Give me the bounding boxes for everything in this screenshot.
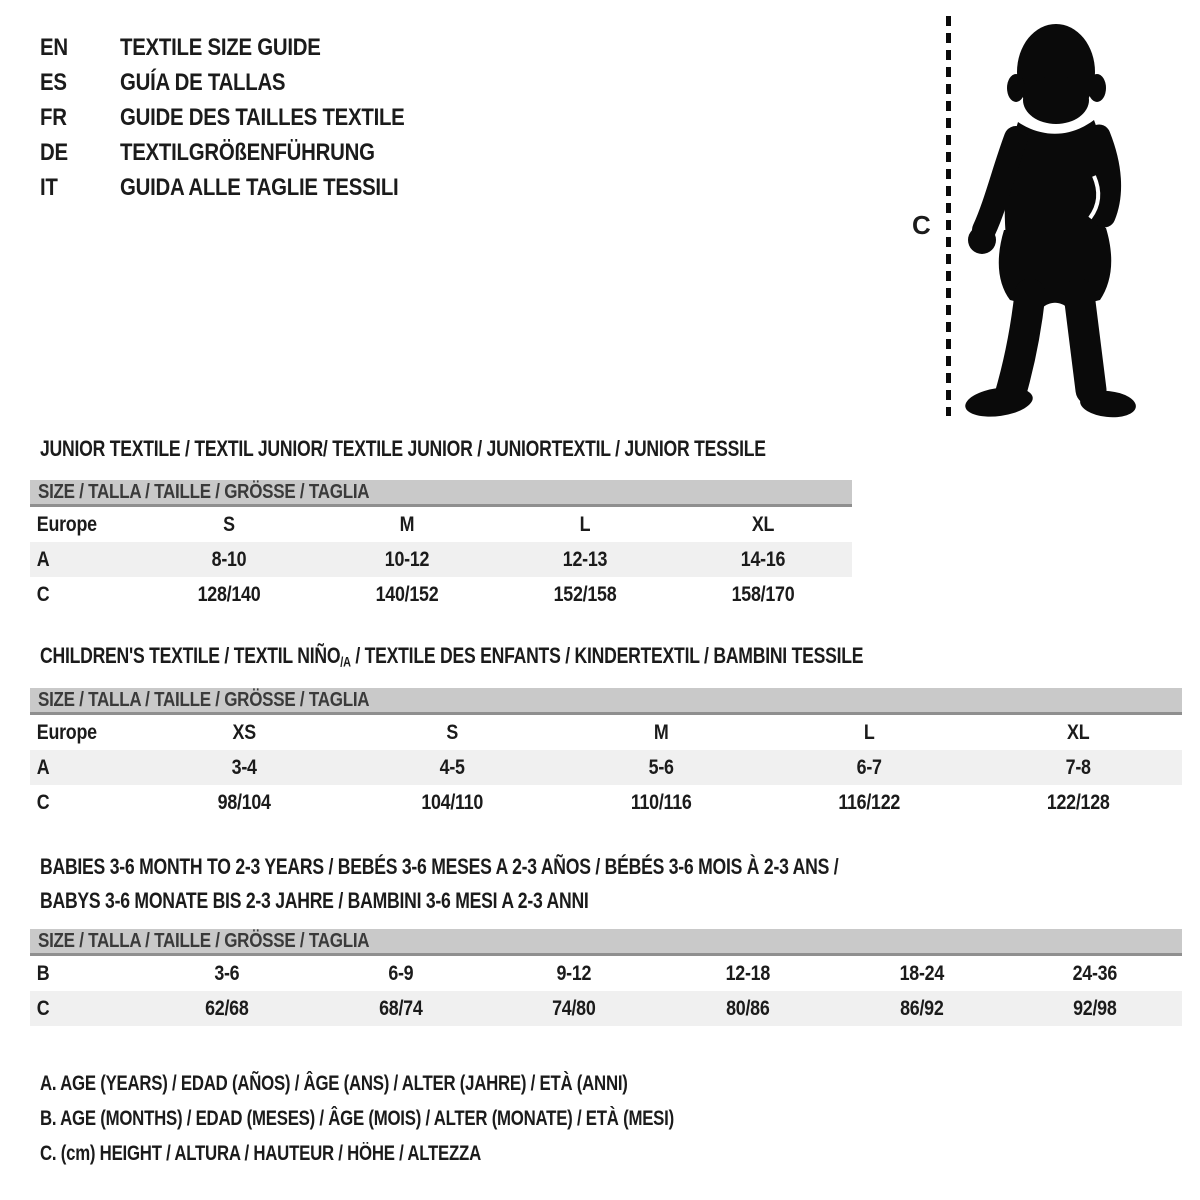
table-row	[30, 715, 1182, 750]
size-cell: M	[399, 512, 415, 536]
table-header-bar	[30, 929, 1182, 956]
size-cell: 12-13	[562, 547, 608, 571]
children-size-table	[30, 688, 1182, 820]
guide-title-de: TEXTILGRÖßENFÜHRUNG	[120, 138, 375, 166]
size-cell: 14-16	[740, 547, 786, 571]
children-title-subscript: /A	[340, 654, 351, 670]
size-cell: 158/170	[731, 582, 795, 606]
row-label: Europe	[36, 720, 97, 744]
guide-title-it: GUIDA ALLE TAGLIE TESSILI	[120, 173, 399, 201]
size-cell: XS	[232, 720, 256, 744]
size-cell: 98/104	[217, 790, 271, 814]
size-cell: 68/74	[378, 996, 423, 1020]
size-cell: 6-7	[856, 755, 882, 779]
size-cell: M	[653, 720, 669, 744]
size-cell: 8-10	[211, 547, 247, 571]
size-cell: 86/92	[899, 996, 944, 1020]
size-cell: 6-9	[387, 961, 414, 985]
language-row	[40, 30, 455, 65]
size-cell: 5-6	[648, 755, 674, 779]
children-section-title	[40, 639, 863, 679]
language-code: ES	[40, 68, 67, 96]
row-label: C	[36, 996, 50, 1020]
language-row	[40, 100, 455, 135]
size-cell: 9-12	[556, 961, 592, 985]
table-row	[30, 750, 1182, 785]
size-cell: 10-12	[384, 547, 430, 571]
table-rows	[30, 507, 852, 612]
children-title-text: / TEXTILE DES ENFANTS / KINDERTEXTIL / BAMBINI TESSILE	[350, 643, 864, 668]
table-rows	[30, 715, 1182, 820]
size-cell: XL	[1066, 720, 1089, 744]
size-cell: 62/68	[205, 996, 249, 1020]
size-cell: 3-6	[214, 961, 240, 985]
size-cell: XL	[751, 512, 775, 536]
language-code: DE	[40, 138, 68, 166]
language-row	[40, 170, 455, 205]
toddler-silhouette-image	[958, 14, 1153, 420]
table-header-label: SIZE / TALLA / TAILLE / GRÖSSE / TAGLIA	[38, 929, 370, 952]
table-row	[30, 991, 1182, 1026]
children-title-text: CHILDREN'S TEXTILE / TEXTIL NIÑO	[40, 643, 341, 668]
language-code: FR	[40, 103, 67, 131]
babies-section-title	[40, 850, 838, 918]
table-rows	[30, 956, 1182, 1026]
size-cell: 18-24	[899, 961, 944, 985]
table-header-label: SIZE / TALLA / TAILLE / GRÖSSE / TAGLIA	[38, 480, 370, 503]
size-cell: 122/128	[1046, 790, 1110, 814]
size-cell: 7-8	[1065, 755, 1091, 779]
row-label: Europe	[36, 512, 97, 536]
size-cell: 128/140	[197, 582, 261, 606]
size-cell: 116/122	[838, 790, 901, 814]
legend-line-a: A. AGE (YEARS) / EDAD (AÑOS) / ÂGE (ANS) / ALTER (JAHRE) / ETÀ (ANNI)	[40, 1072, 628, 1095]
guide-title-es: GUÍA DE TALLAS	[120, 68, 286, 96]
row-label: A	[36, 755, 50, 779]
size-cell: 4-5	[440, 755, 466, 779]
language-code: IT	[40, 173, 58, 201]
size-cell: 152/158	[553, 582, 617, 606]
row-label: B	[36, 961, 50, 985]
babies-size-table	[30, 929, 1182, 1026]
language-title-list	[40, 30, 455, 205]
size-cell: 24-36	[1072, 961, 1118, 985]
size-cell: 92/98	[1073, 996, 1117, 1020]
size-cell: S	[223, 512, 235, 536]
size-cell: L	[579, 512, 591, 536]
height-measure-dashed-line	[946, 16, 951, 416]
size-cell: S	[446, 720, 459, 744]
row-label: A	[36, 547, 50, 571]
row-label: C	[36, 790, 50, 814]
language-row	[40, 65, 455, 100]
table-row	[30, 785, 1182, 820]
table-header-bar	[30, 480, 852, 507]
babies-title-line-2: BABYS 3-6 MONATE BIS 2-3 JAHRE / BAMBINI 3-6 MESI A 2-3 ANNI	[40, 888, 589, 913]
legend-line-b: B. AGE (MONTHS) / EDAD (MESES) / ÂGE (MOIS) / ALTER (MONATE) / ETÀ (MESI)	[40, 1107, 674, 1130]
junior-size-table	[30, 480, 852, 612]
table-row	[30, 956, 1182, 991]
table-row	[30, 507, 852, 542]
guide-title-en: TEXTILE SIZE GUIDE	[120, 33, 321, 61]
table-header-label: SIZE / TALLA / TAILLE / GRÖSSE / TAGLIA	[38, 688, 370, 711]
size-cell: L	[864, 720, 875, 744]
size-cell: 110/116	[630, 790, 692, 814]
legend-line-c: C. (cm) HEIGHT / ALTURA / HAUTEUR / HÖHE / ALTEZZA	[40, 1142, 481, 1165]
babies-title-line-1: BABIES 3-6 MONTH TO 2-3 YEARS / BEBÉS 3-6 MESES A 2-3 AÑOS / BÉBÉS 3-6 MOIS À 2-3 ANS /	[40, 854, 839, 879]
guide-title-fr: GUIDE DES TAILLES TEXTILE	[120, 103, 405, 131]
size-cell: 74/80	[552, 996, 596, 1020]
junior-section-title: JUNIOR TEXTILE / TEXTIL JUNIOR/ TEXTILE JUNIOR / JUNIORTEXTIL / JUNIOR TESSILE	[40, 436, 766, 461]
size-cell: 12-18	[725, 961, 771, 985]
height-measure-label: C	[912, 210, 931, 240]
table-row	[30, 542, 852, 577]
size-cell: 80/86	[726, 996, 770, 1020]
size-cell: 104/110	[421, 790, 484, 814]
row-label: C	[36, 582, 50, 606]
language-row	[40, 135, 455, 170]
size-cell: 140/152	[375, 582, 439, 606]
language-code: EN	[40, 33, 68, 61]
measure-legend	[40, 1066, 832, 1171]
table-row	[30, 577, 852, 612]
table-header-bar	[30, 688, 1182, 715]
size-cell: 3-4	[231, 755, 257, 779]
